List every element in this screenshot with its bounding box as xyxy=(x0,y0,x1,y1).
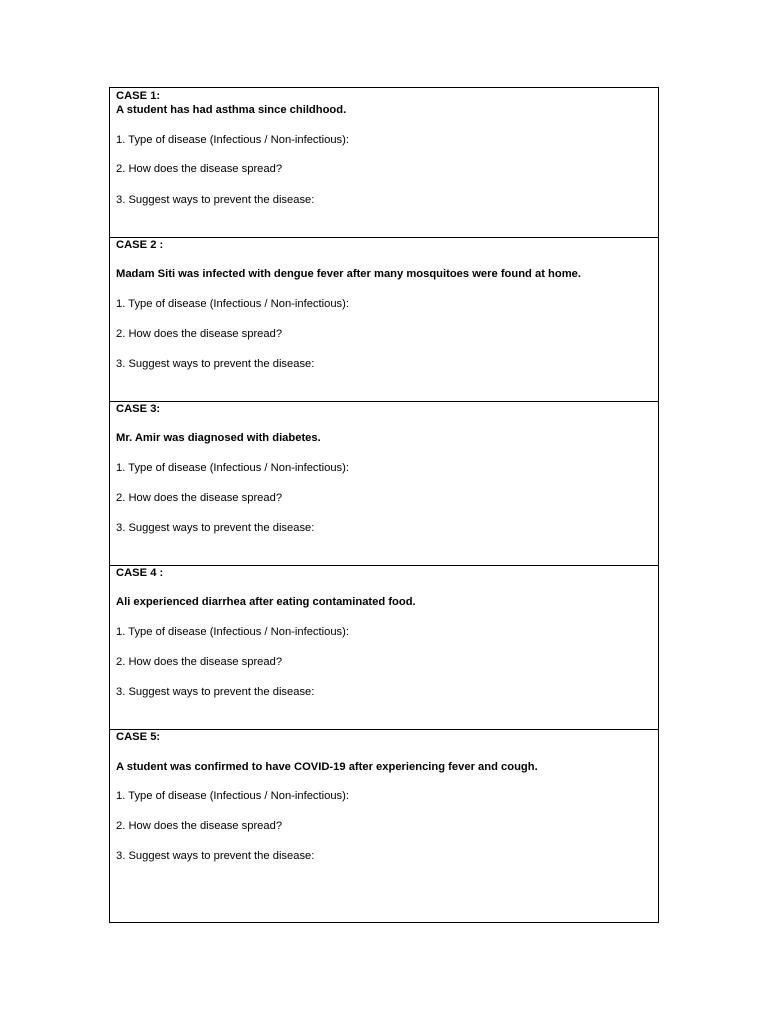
case-5-scenario: A student was confirmed to have COVID-19 after experiencing fever and cough. xyxy=(116,761,538,773)
case-5-question-2: 2. How does the disease spread? xyxy=(116,820,283,832)
case-row-2 xyxy=(110,238,659,402)
case-4-scenario: Ali experienced diarrhea after eating contaminated food. xyxy=(116,596,416,608)
case-4-heading: CASE 4 : xyxy=(116,567,164,579)
case-2-heading: CASE 2 : xyxy=(116,239,164,251)
case-row-3 xyxy=(110,402,659,566)
case-4-question-1: 1. Type of disease (Infectious / Non-infectious): xyxy=(116,626,349,638)
case-2-question-1: 1. Type of disease (Infectious / Non-infectious): xyxy=(116,298,349,310)
case-2-question-2: 2. How does the disease spread? xyxy=(116,328,283,340)
case-3-scenario: Mr. Amir was diagnosed with diabetes. xyxy=(116,432,321,444)
case-cell-2 xyxy=(110,238,659,402)
case-4-question-2: 2. How does the disease spread? xyxy=(116,656,283,668)
case-2-question-3: 3. Suggest ways to prevent the disease: xyxy=(116,358,315,370)
case-1-heading: CASE 1: xyxy=(116,90,161,102)
case-3-question-2: 2. How does the disease spread? xyxy=(116,492,283,504)
case-3-heading: CASE 3: xyxy=(116,403,161,415)
case-1-question-3: 3. Suggest ways to prevent the disease: xyxy=(116,194,315,206)
case-3-question-1: 1. Type of disease (Infectious / Non-infectious): xyxy=(116,462,349,474)
case-study-table xyxy=(109,87,659,923)
case-row-1 xyxy=(110,88,659,238)
case-4-question-3: 3. Suggest ways to prevent the disease: xyxy=(116,686,315,698)
case-2-scenario: Madam Siti was infected with dengue fever after many mosquitoes were found at home. xyxy=(116,268,581,280)
case-5-question-1: 1. Type of disease (Infectious / Non-infectious): xyxy=(116,790,349,802)
case-row-5 xyxy=(110,730,659,923)
case-5-question-3: 3. Suggest ways to prevent the disease: xyxy=(116,850,315,862)
case-1-scenario: A student has had asthma since childhood. xyxy=(116,104,347,116)
case-1-question-2: 2. How does the disease spread? xyxy=(116,163,283,175)
case-cell-3 xyxy=(110,402,659,566)
case-1-question-1: 1. Type of disease (Infectious / Non-infectious): xyxy=(116,134,349,146)
case-5-heading: CASE 5: xyxy=(116,731,161,743)
case-3-question-3: 3. Suggest ways to prevent the disease: xyxy=(116,522,315,534)
case-cell-5 xyxy=(110,730,659,923)
case-cell-4 xyxy=(110,566,659,730)
case-cell-1 xyxy=(110,88,659,238)
case-row-4 xyxy=(110,566,659,730)
